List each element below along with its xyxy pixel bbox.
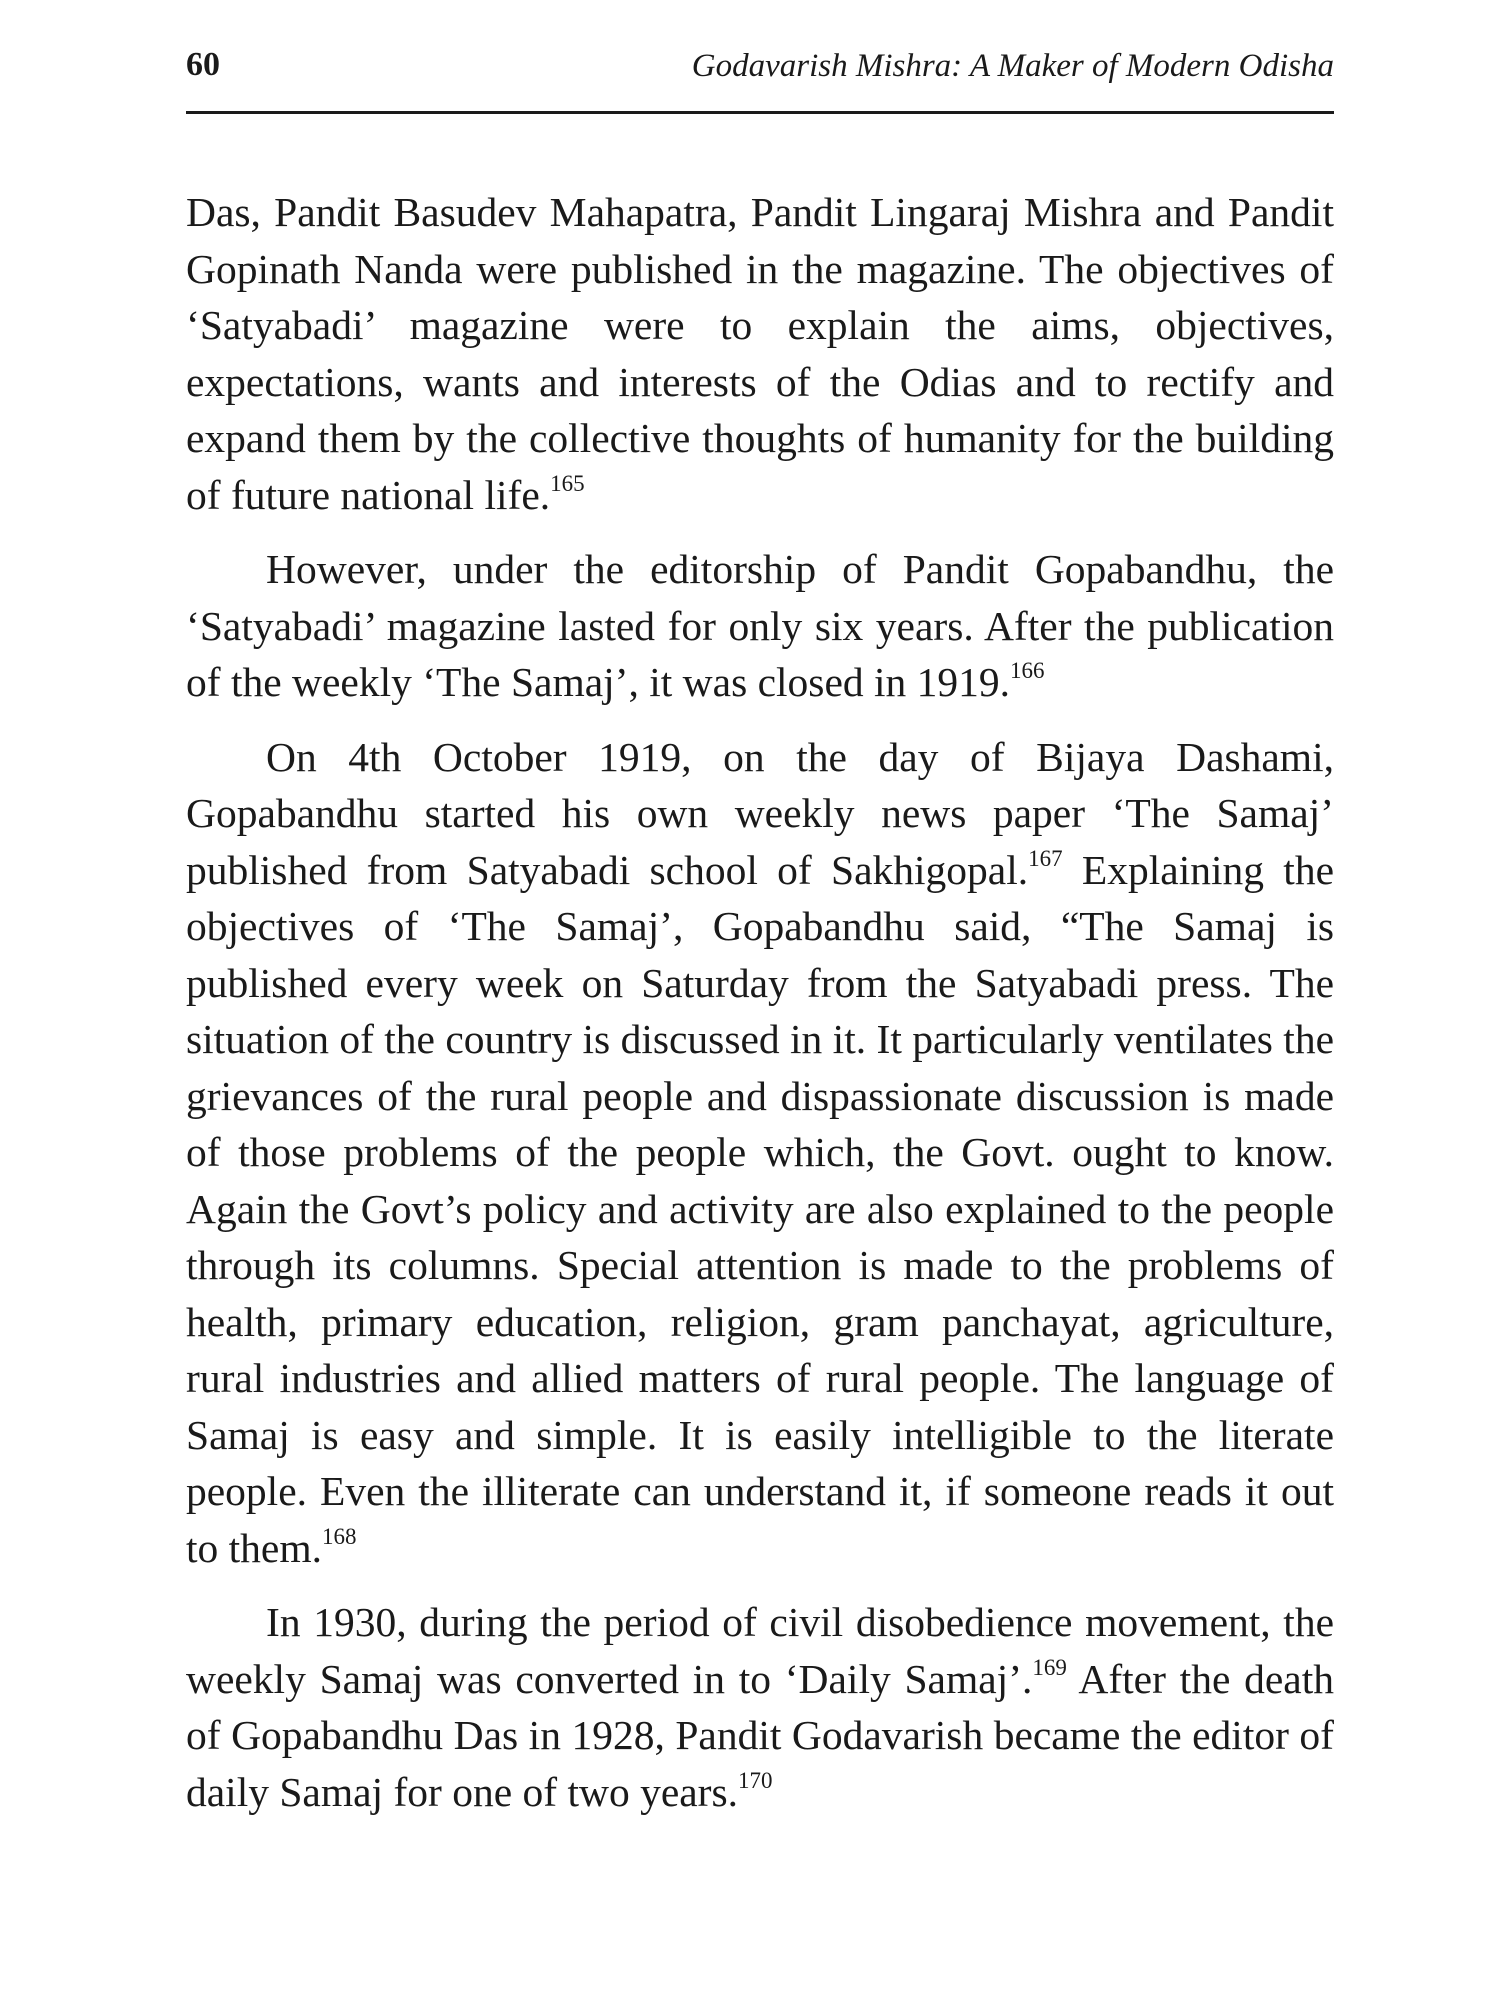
footnote-reference: 167 (1028, 845, 1063, 871)
paragraph-text: On 4th October 1919, on the day of Bijaya Dashami, Gopabandhu started his own weekly news paper ‘The Samaj’ published from Satyabadi school of Sakhigopal. (186, 733, 1334, 893)
page-header (186, 46, 1334, 106)
paragraph (186, 184, 1334, 523)
footnote-reference: 170 (738, 1767, 773, 1793)
paragraph (186, 729, 1334, 1577)
paragraph-text: Das, Pandit Basudev Mahapatra, Pandit Lingaraj Mishra and Pandit Gopinath Nanda were published in the magazine. The objectives of ‘Satyabadi’ magazine were to explain the aims, objectives, expectations, wants and interests of the Odias and to rectify and expand them by the collective thoughts of humanity for the building of future national life. (186, 189, 1334, 518)
paragraph-text: Explaining the objectives of ‘The Samaj’, Gopabandhu said, “The Samaj is published every week on Saturday from the Satyabadi press. The situation of the country is discussed in it. It particularly ventilates the grievances of the rural people and dispassionate discussion is made of those problems of the people which, the Govt. ought to know. Again the Govt’s policy and activity are also explained to the people through its columns. Special attention is made to the problems of health, primary education, religion, gram panchayat, agriculture, rural industries and allied matters of rural people. The language of Samaj is easy and simple. It is easily intelligible to the literate people. Even the illiterate can understand it, if someone reads it out to them. (186, 846, 1334, 1571)
running-title: Godavarish Mishra: A Maker of Modern Odisha (691, 48, 1334, 84)
paragraph (186, 1594, 1334, 1820)
paragraph (186, 541, 1334, 711)
header-rule (186, 111, 1334, 114)
footnote-reference: 165 (550, 470, 585, 496)
paragraph-text: In 1930, during the period of civil disobedience movement, the weekly Samaj was converted in to ‘Daily Samaj’. (186, 1599, 1334, 1702)
paragraph-text: After the death of Gopabandhu Das in 1928, Pandit Godavarish became the editor of daily Samaj for one of two years. (186, 1655, 1334, 1815)
paragraph-text: However, under the editorship of Pandit Gopabandhu, the ‘Satyabadi’ magazine lasted for only six years. After the publication of the weekly ‘The Samaj’, it was closed in 1919. (186, 546, 1334, 705)
body-text (186, 184, 1334, 1838)
page-number: 60 (186, 46, 220, 83)
footnote-reference: 168 (322, 1523, 357, 1549)
footnote-reference: 166 (1010, 658, 1045, 684)
footnote-reference: 169 (1032, 1654, 1067, 1680)
